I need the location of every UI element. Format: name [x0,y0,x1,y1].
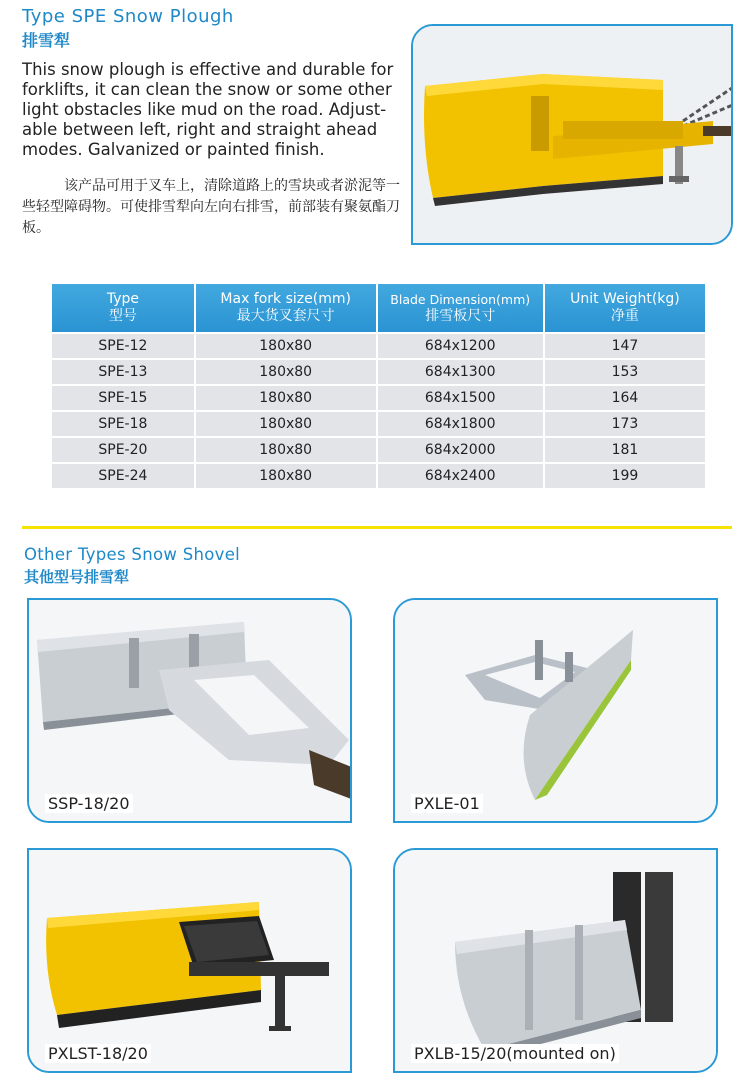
cell-blade-dimension: 684x1300 [378,360,543,384]
main-product-photo [411,24,733,245]
product-label: PXLST-18/20 [45,1044,151,1063]
cell-blade-dimension: 684x2000 [378,438,543,462]
cell-unit-weight: 147 [545,334,705,358]
cell-unit-weight: 173 [545,412,705,436]
cell-fork-size: 180x80 [196,438,376,462]
product-label: PXLE-01 [411,794,483,813]
other-types-title-zh: 其他型号排雪犁 [24,568,130,586]
product-photo-frame [393,848,718,1073]
header-max-fork-size: Max fork size(mm) 最大货叉套尺寸 [196,284,376,332]
product-label: PXLB-15/20(mounted on) [411,1044,619,1063]
page-title-en: Type SPE Snow Plough [22,6,234,27]
spec-table [50,282,707,490]
spec-table-header-row [52,284,705,332]
spe-snow-plough-image [413,26,733,245]
table-row [52,334,705,358]
pxlb-plough-image [395,850,718,1073]
ssp-plough-image [29,600,352,823]
description-en: This snow plough is effective and durable for forklifts, it can clean the snow or some other light obstacles like mud on the road. Adjust-able between left, right and straight ahead modes. Galvanized or painted finish. [22,60,394,159]
cell-unit-weight: 181 [545,438,705,462]
section-divider [22,526,732,529]
product-card-pxlb [393,848,718,1073]
header-blade-dimension: Blade Dimension(mm) 排雪板尺寸 [378,284,543,332]
cell-unit-weight: 153 [545,360,705,384]
table-row [52,412,705,436]
cell-unit-weight: 199 [545,464,705,488]
cell-fork-size: 180x80 [196,386,376,410]
table-row [52,438,705,462]
cell-blade-dimension: 684x1200 [378,334,543,358]
page-title-zh: 排雪犁 [22,31,71,50]
pxlst-plough-image [29,850,352,1073]
cell-fork-size: 180x80 [196,464,376,488]
description-zh: 该产品可用于叉车上，清除道路上的雪块或者淤泥等一些轻型障碍物。可使排雪犁向左向右排雪，前部装有聚氨酯刀板。 [22,178,400,236]
cell-fork-size: 180x80 [196,334,376,358]
cell-fork-size: 180x80 [196,412,376,436]
product-card-pxlst [27,848,352,1073]
product-card-pxle [393,598,718,823]
cell-unit-weight: 164 [545,386,705,410]
header-unit-weight: Unit Weight(kg) 净重 [545,284,705,332]
cell-blade-dimension: 684x2400 [378,464,543,488]
cell-type: SPE-15 [52,386,194,410]
cell-fork-size: 180x80 [196,360,376,384]
header-type: Type 型号 [52,284,194,332]
table-row [52,386,705,410]
product-photo-frame [27,598,352,823]
cell-type: SPE-13 [52,360,194,384]
cell-blade-dimension: 684x1800 [378,412,543,436]
table-row [52,464,705,488]
cell-type: SPE-20 [52,438,194,462]
cell-type: SPE-18 [52,412,194,436]
cell-type: SPE-24 [52,464,194,488]
product-photo-frame [27,848,352,1073]
cell-type: SPE-12 [52,334,194,358]
cell-blade-dimension: 684x1500 [378,386,543,410]
product-card-ssp [27,598,352,823]
product-photo-frame [393,598,718,823]
product-label: SSP-18/20 [45,794,133,813]
other-types-title-en: Other Types Snow Shovel [24,545,241,564]
pxle-plough-image [395,600,718,823]
table-row [52,360,705,384]
